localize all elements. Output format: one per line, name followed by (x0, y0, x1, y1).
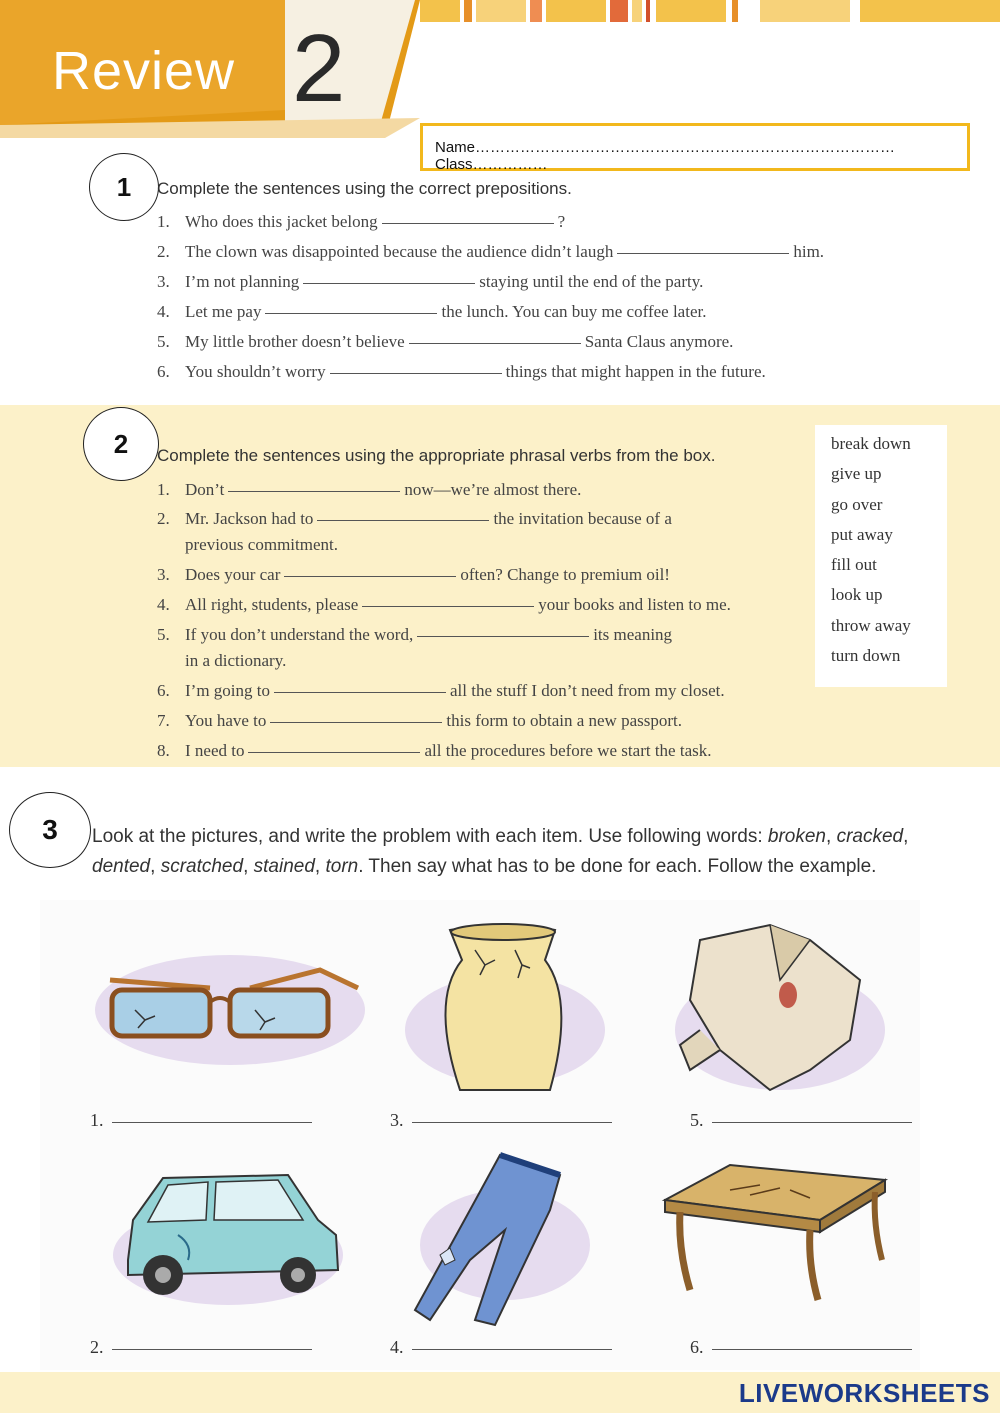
s2-item-5: 5. If you don’t understand the word, its meaning (157, 625, 673, 644)
name-label: Name………………………………………………………………………… (435, 139, 896, 156)
s1-blank-3[interactable] (303, 282, 475, 284)
answer-2-blank[interactable] (112, 1348, 312, 1350)
answer-1: 1. (90, 1110, 316, 1131)
section2-number: 2 (83, 407, 159, 481)
s2-item-2-cont: previous commitment. (185, 535, 338, 554)
review-title: Review (52, 41, 236, 101)
word-box-item: put away (831, 524, 893, 544)
s2-blank-6[interactable] (274, 691, 446, 693)
word-box-item: turn down (831, 646, 901, 666)
s1-item-6: 6. You shouldn’t worry things that might happen in the future. (157, 362, 766, 381)
answer-6-blank[interactable] (712, 1348, 912, 1350)
s2-blank-5[interactable] (417, 635, 589, 637)
phrasal-verb-box (815, 425, 947, 687)
section1-number: 1 (89, 153, 159, 221)
s2-item-2: 2. Mr. Jackson had to the invitation because of a (157, 509, 672, 528)
dented-car-picture (108, 1160, 348, 1310)
answer-6: 6. (690, 1337, 916, 1358)
s1-item-1: 1. Who does this jacket belong ? (157, 212, 566, 231)
s2-item-3: 3. Does your car often? Change to premium oil! (157, 565, 670, 584)
stained-jacket-picture (660, 920, 890, 1100)
s1-item-5: 5. My little brother doesn’t believe Santa Claus anymore. (157, 332, 734, 351)
s2-blank-2[interactable] (317, 519, 489, 521)
scratched-table-picture (660, 1160, 890, 1310)
answer-3: 3. (390, 1110, 616, 1131)
s1-blank-2[interactable] (617, 252, 789, 254)
word-box-item: throw away (831, 615, 911, 635)
answer-5-blank[interactable] (712, 1121, 912, 1123)
s2-blank-1[interactable] (228, 490, 400, 492)
word-box-item: give up (831, 464, 882, 484)
s1-item-4: 4. Let me pay the lunch. You can buy me coffee later. (157, 302, 707, 321)
word-box-item: go over (831, 494, 883, 514)
s1-blank-4[interactable] (265, 312, 437, 314)
name-class-box[interactable] (420, 123, 970, 171)
class-label: Class…………… (435, 156, 548, 173)
cracked-vase-picture (400, 920, 610, 1100)
s1-blank-1[interactable] (382, 222, 554, 224)
s2-item-7: 7. You have to this form to obtain a new passport. (157, 711, 682, 730)
s2-blank-7[interactable] (270, 721, 442, 723)
s1-blank-5[interactable] (409, 342, 581, 344)
torn-jeans-picture (410, 1150, 590, 1330)
review-number: 2 (292, 15, 346, 122)
word-box-item: look up (831, 585, 883, 605)
section2-instruction: Complete the sentences using the appropriate phrasal verbs from the box. (157, 446, 716, 465)
answer-1-blank[interactable] (112, 1121, 312, 1123)
answer-5: 5. (690, 1110, 916, 1131)
s2-blank-8[interactable] (248, 751, 420, 753)
s1-blank-6[interactable] (330, 372, 502, 374)
word-box-item: break down (831, 434, 911, 453)
s2-blank-3[interactable] (284, 575, 456, 577)
s1-item-2: 2. The clown was disappointed because the audience didn’t laugh him. (157, 242, 825, 261)
s2-item-1: 1. Don’t now—we’re almost there. (157, 480, 582, 499)
answer-4: 4. (390, 1337, 616, 1358)
s2-item-6: 6. I’m going to all the stuff I don’t need from my closet. (157, 681, 725, 700)
s2-item-4: 4. All right, students, please your books and listen to me. (157, 595, 731, 614)
word-box-item: fill out (831, 555, 877, 575)
section3-instruction: Look at the pictures, and write the problem with each item. Use following words: broken, cracked, dented, scratched, stained, torn. Then say what has to be done for each. Follow the example. (92, 826, 909, 877)
section1-instruction: Complete the sentences using the correct prepositions. (157, 179, 572, 198)
section3-number: 3 (9, 792, 91, 868)
s2-item-8: 8. I need to all the procedures before we start the task. (157, 741, 712, 760)
liveworksheets-logo: LIVEWORKSHEETS (738, 1378, 990, 1408)
decorative-stripes (420, 0, 1000, 22)
answer-2: 2. (90, 1337, 316, 1358)
broken-glasses-picture (90, 940, 370, 1080)
s1-item-3: 3. I’m not planning staying until the end of the party. (157, 272, 704, 291)
answer-3-blank[interactable] (412, 1121, 612, 1123)
s2-item-5-cont: in a dictionary. (185, 651, 287, 670)
answer-4-blank[interactable] (412, 1348, 612, 1350)
s2-blank-4[interactable] (362, 605, 534, 607)
